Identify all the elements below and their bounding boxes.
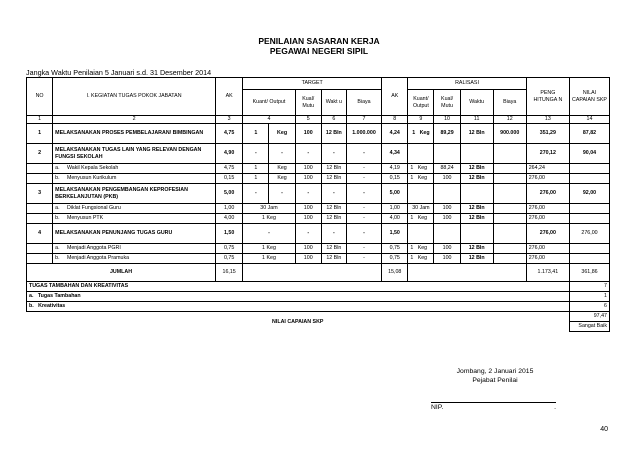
header-perhitungan: PENG HITUNGA N [526,78,569,116]
row-ak: 4,75 [215,164,242,174]
row-ak: 0,75 [215,244,242,254]
total-nilai: 361,86 [569,264,609,282]
additional-tasks-row [27,282,610,292]
real-ak: 1,50 [382,224,408,244]
creativity-row [27,302,610,312]
header-ak: AK [215,78,242,116]
document-subtitle: PEGAWAI NEGERI SIPIL [269,46,369,56]
real-ak: 0,15 [382,174,408,184]
real-output [408,144,434,164]
additional-task-a-value: 1 [569,292,609,302]
target-qty: 1 [243,124,269,144]
row-task: MELAKSANAKAN PROSES PEMBELAJARAN/ BIMBINGAN [53,124,216,144]
nilai-capaian [569,244,609,254]
perhitungan: 270,12 [526,144,569,164]
perhitungan: 276,00 [526,214,569,224]
col-number: 13 [526,116,569,124]
table-row [27,124,610,144]
real-waktu: 12 Bln [460,164,493,174]
target-unit: Keg [269,124,295,144]
row-task: b. Menyusun PTK [53,214,216,224]
target-qty: - [243,184,269,204]
creativity-label: b. Kreativitas [27,302,570,312]
header-no: NO [27,78,53,116]
target-mutu: - [295,224,321,244]
real-waktu [460,184,493,204]
real-output: 1 Keg [408,214,434,224]
nip-field [431,404,556,411]
creativity-value: 6 [569,302,609,312]
total-perhitungan: 1.173,41 [526,264,569,282]
signature-line [431,402,556,403]
target-waktu: 12 Bln [321,174,346,184]
col-number: 12 [493,116,526,124]
nilai-capaian [569,254,609,264]
total-ak: 16,15 [215,264,242,282]
header-target-waktu: Wakt u [321,90,346,116]
final-grade: Sangat Baik [569,322,609,332]
nilai-capaian: 276,00 [569,224,609,244]
row-no [27,214,53,224]
real-waktu [460,144,493,164]
target-mutu: - [295,144,321,164]
target-unit: Keg [269,174,295,184]
col-number: 3 [215,116,242,124]
header-target-mutu: Kual/ Mutu [295,90,321,116]
additional-task-a-label: a. Tugas Tambahan [27,292,570,302]
skp-table [26,77,610,332]
real-ak: 5,00 [382,184,408,204]
target-waktu: - [321,144,346,164]
target-biaya: - [346,144,381,164]
target-waktu: 12 Bln [321,124,346,144]
table-row [27,214,610,224]
real-waktu: 12 Bln [460,124,493,144]
real-ak: 4,19 [382,164,408,174]
row-no: 1 [27,124,53,144]
real-waktu: 12 Bln [460,254,493,264]
header-realisasi: RALISASI [408,78,526,90]
row-task: b. Menjadi Anggota Pramuka [53,254,216,264]
real-mutu: 100 [434,204,460,214]
real-biaya [493,254,526,264]
row-no [27,174,53,184]
target-mutu: 100 [295,174,321,184]
nip-label: NIP. [431,404,444,411]
row-ak: 1,00 [215,204,242,214]
target-qty: 1 Keg [243,254,295,264]
row-no: 4 [27,224,53,244]
col-number: 11 [460,116,493,124]
row-task: a. Wakil Kepala Sekolah [53,164,216,174]
target-unit: - [269,184,295,204]
target-biaya: - [346,224,381,244]
perhitungan: 351,29 [526,124,569,144]
table-row [27,184,610,204]
target-waktu: 12 Bln [321,214,346,224]
real-ak: 4,24 [382,124,408,144]
total-label: JUMLAH [27,264,216,282]
perhitungan: 276,00 [526,224,569,244]
real-biaya [493,184,526,204]
header-real-output: Kuant/ Output [408,90,434,116]
real-mutu [434,144,460,164]
perhitungan: 276,00 [526,244,569,254]
row-task: MELAKSANAKAN TUGAS LAIN YANG RELEVAN DENGAN FUNGSI SEKOLAH [53,144,216,164]
real-mutu: 100 [434,254,460,264]
table-row [27,204,610,214]
real-waktu: 12 Bln [460,204,493,214]
nilai-capaian: 90,04 [569,144,609,164]
real-biaya [493,214,526,224]
real-output: 1 Keg [408,174,434,184]
nilai-capaian: 92,00 [569,184,609,204]
row-no [27,244,53,254]
final-score-row [27,312,610,322]
nilai-capaian [569,164,609,174]
column-number-row [27,116,610,124]
target-biaya: - [346,214,381,224]
row-task: a. Diklat Fungsional Guru [53,204,216,214]
row-no: 3 [27,184,53,204]
real-mutu: 100 [434,174,460,184]
row-ak: 5,00 [215,184,242,204]
real-mutu: 89,29 [434,124,460,144]
target-biaya: - [346,184,381,204]
real-biaya [493,164,526,174]
target-qty: 1 Keg [243,214,295,224]
header-nilai-capaian: NILAI CAPAIAN SKP [569,78,609,116]
col-number: 8 [382,116,408,124]
real-output: 1 Keg [408,124,434,144]
real-biaya [493,244,526,254]
page-number: 40 [600,426,608,433]
target-mutu: 100 [295,164,321,174]
target-waktu: 12 Bln [321,254,346,264]
target-qty: - [243,144,269,164]
row-task: MELAKSANAKAN PENUNJANG TUGAS GURU [53,224,216,244]
real-ak: 4,00 [382,214,408,224]
target-qty: - [243,224,295,244]
additional-tasks-label: TUGAS TAMBAHAN DAN KREATIVITAS [27,282,570,292]
real-ak: 4,34 [382,144,408,164]
real-mutu: 100 [434,214,460,224]
nilai-capaian [569,204,609,214]
total-real-ak: 15,08 [382,264,408,282]
col-number: 4 [243,116,295,124]
target-waktu: - [321,224,346,244]
target-mutu: 100 [295,244,321,254]
table-row [27,224,610,244]
place-date: Jombang, 2 Januari 2015 [456,368,534,375]
table-row [27,254,610,264]
target-biaya: - [346,174,381,184]
signer-title: Pejabat Penilai [472,377,518,384]
real-biaya [493,174,526,184]
target-mutu: - [295,184,321,204]
row-ak: 0,75 [215,254,242,264]
perhitungan: 276,00 [526,254,569,264]
real-mutu [434,224,460,244]
real-output: 1 Keg [408,254,434,264]
row-ak: 1,50 [215,224,242,244]
real-mutu: 88,24 [434,164,460,174]
table-row [27,144,610,164]
real-waktu: 12 Bln [460,244,493,254]
header-real-mutu: Kual/ Mutu [434,90,460,116]
row-no: 2 [27,144,53,164]
col-number: 6 [321,116,346,124]
perhitungan: 264,24 [526,164,569,174]
table-row [27,244,610,254]
additional-task-a-row [27,292,610,302]
target-biaya: 1.000.000 [346,124,381,144]
nilai-capaian [569,214,609,224]
document-title: PENILAIAN SASARAN KERJA [258,36,380,46]
col-number: 7 [346,116,381,124]
nilai-capaian [569,174,609,184]
real-output: 1 Keg [408,244,434,254]
total-target-blank [243,264,382,282]
target-waktu: 12 Bln [321,164,346,174]
real-output: 30 Jam [408,204,434,214]
col-number: 14 [569,116,609,124]
real-waktu: 12 Bln [460,174,493,184]
target-waktu: 12 Bln [321,204,346,214]
header-real-biaya: Biaya [493,90,526,116]
target-biaya: - [346,254,381,264]
row-no [27,254,53,264]
header-target-output: Kuant/ Output [243,90,295,116]
target-biaya: - [346,204,381,214]
real-biaya [493,144,526,164]
col-number: 2 [53,116,216,124]
real-ak: 0,75 [382,244,408,254]
col-number: 1 [27,116,53,124]
total-real-blank [408,264,526,282]
row-ak: 4,00 [215,214,242,224]
real-biaya [493,204,526,214]
real-mutu: 100 [434,244,460,254]
row-no [27,204,53,214]
target-waktu: 12 Bln [321,244,346,254]
real-output: 1 Keg [408,164,434,174]
table-row [27,164,610,174]
target-qty: 1 [243,164,269,174]
real-output [408,224,434,244]
real-biaya [493,224,526,244]
row-task: b. Menyusun Kurikulum [53,174,216,184]
target-unit: Keg [269,164,295,174]
target-mutu: 100 [295,214,321,224]
row-ak: 4,90 [215,144,242,164]
perhitungan: 276,00 [526,174,569,184]
row-task: MELAKSANAKAN PENGEMBANGAN KEPROFESIAN BERKELANJUTAN (PKB) [53,184,216,204]
col-number: 9 [408,116,434,124]
col-number: 10 [434,116,460,124]
target-waktu: - [321,184,346,204]
row-ak: 4,75 [215,124,242,144]
target-qty: 30 Jam [243,204,295,214]
nip-dot: . [554,404,556,411]
header-target-biaya: Biaya [346,90,381,116]
target-biaya: - [346,244,381,254]
header-ak-real: AK [382,78,408,116]
table-row [27,174,610,184]
row-ak: 0,15 [215,174,242,184]
real-waktu: 12 Bln [460,214,493,224]
perhitungan: 276,00 [526,184,569,204]
final-score-value: 97,47 [569,312,609,322]
additional-tasks-value: 7 [569,282,609,292]
total-row [27,264,610,282]
row-task: a. Menjadi Anggota PGRI [53,244,216,254]
header-real-waktu: Waktu [460,90,493,116]
real-output [408,184,434,204]
target-mutu: 100 [295,204,321,214]
target-unit: - [269,144,295,164]
header-task: I. KEGIATAN TUGAS POKOK JABATAN [53,78,216,116]
row-no [27,164,53,174]
header-target: TARGET [243,78,382,90]
real-biaya: 900.000 [493,124,526,144]
real-ak: 0,75 [382,254,408,264]
target-mutu: 100 [295,124,321,144]
real-mutu [434,184,460,204]
perhitungan: 276,00 [526,204,569,214]
nilai-capaian: 87,82 [569,124,609,144]
col-number: 5 [295,116,321,124]
target-qty: 1 [243,174,269,184]
assessment-period: Jangka Waktu Penilaian 5 Januari s.d. 31 Desember 2014 [26,68,212,77]
real-waktu [460,224,493,244]
target-biaya: - [346,164,381,174]
real-ak: 1,00 [382,204,408,214]
target-mutu: 100 [295,254,321,264]
final-score-label: NILAI CAPAIAN SKP [27,312,570,332]
target-qty: 1 Keg [243,244,295,254]
